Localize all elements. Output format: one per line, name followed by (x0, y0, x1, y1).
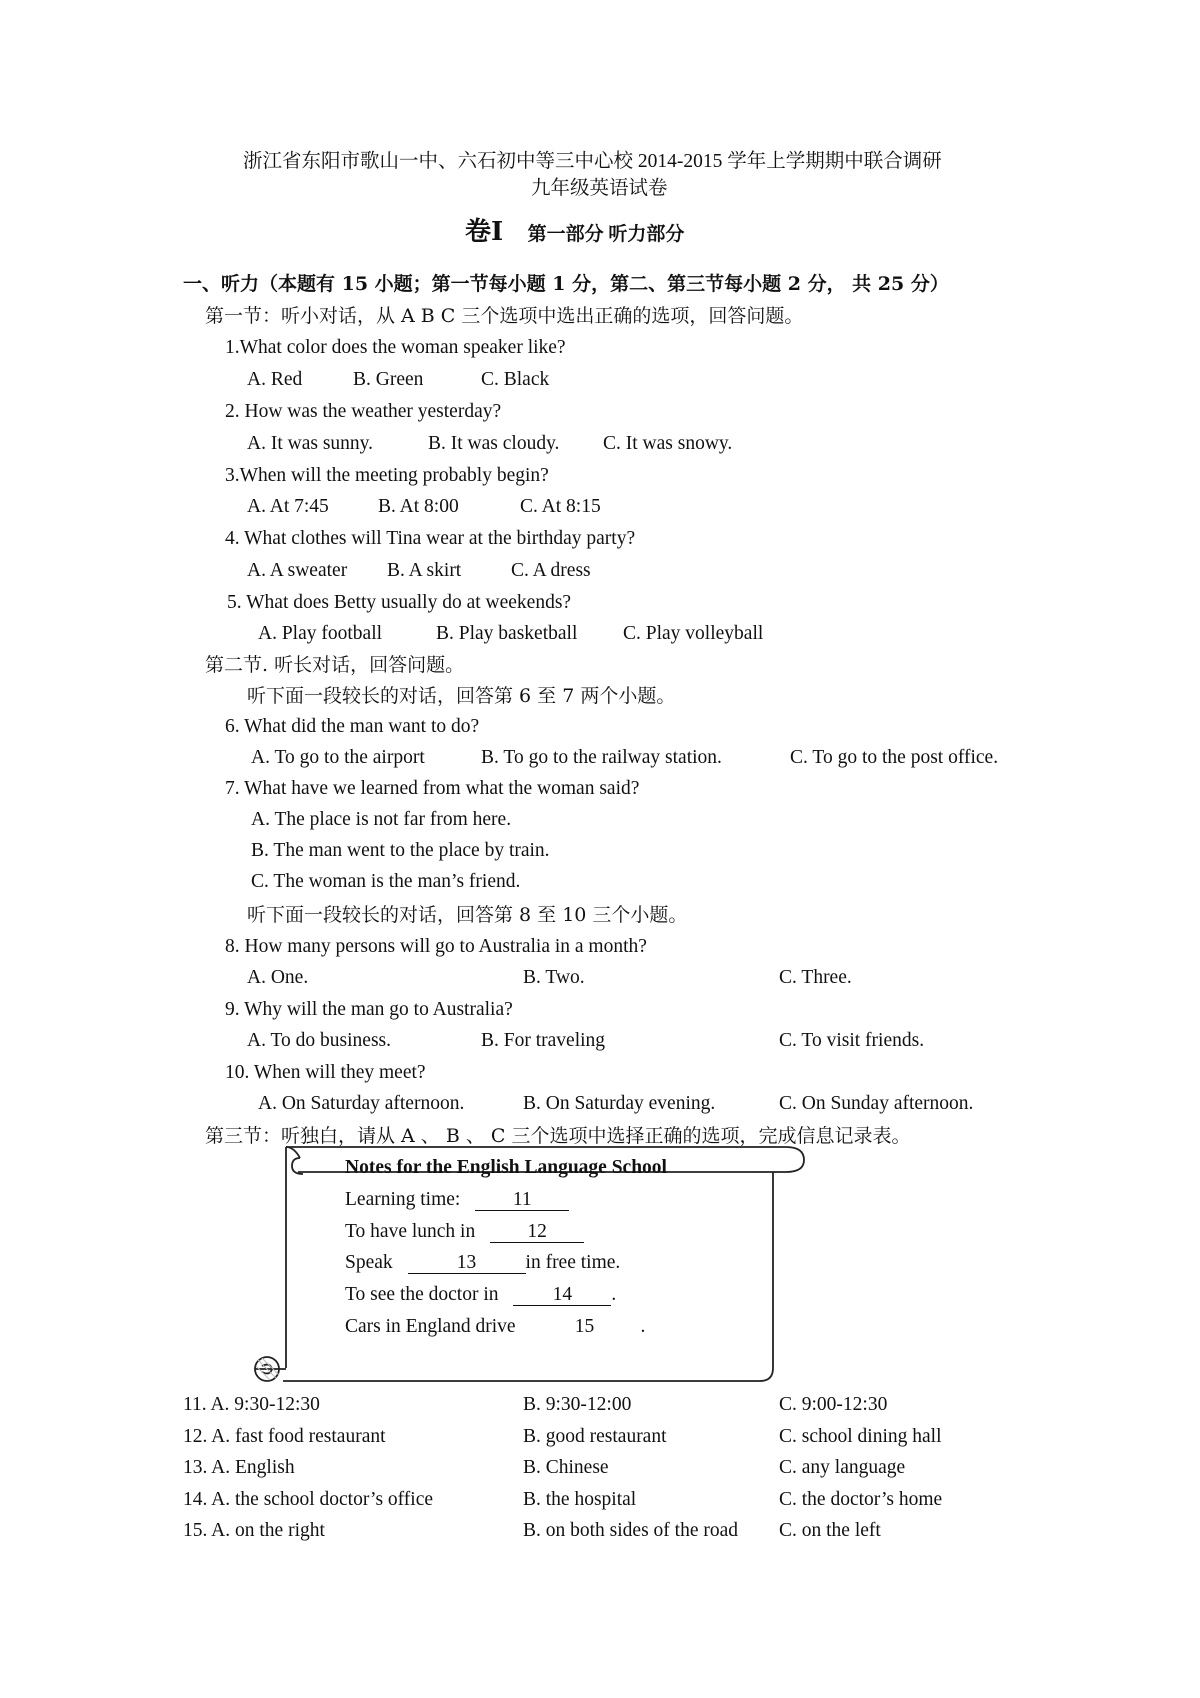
q5-option-b: B. Play basketball (436, 623, 578, 644)
volume-label: 卷Ⅰ (465, 217, 504, 246)
q15-option-a: 15. A. on the right (183, 1520, 325, 1541)
question-3: 3.When will the meeting probably begin? (225, 465, 549, 486)
q10-option-c: C. On Sunday afternoon. (779, 1093, 974, 1114)
q13-option-c: C. any language (779, 1457, 906, 1478)
q9-option-b: B. For traveling (481, 1030, 606, 1051)
part1-instruction: 第一节：听小对话，从 A B C 三个选项中选出正确的选项，回答问题。 (205, 305, 804, 327)
question-1: 1.What color does the woman speaker like? (225, 337, 566, 358)
q7-option-a: A. The place is not far from here. (251, 809, 512, 830)
q4-option-a: A. A sweater (247, 560, 348, 581)
q12-option-a: 12. A. fast food restaurant (183, 1426, 386, 1447)
doctor-label: To see the doctor in (345, 1284, 499, 1305)
q5-option-a: A. Play football (258, 623, 383, 644)
lunch-label: To have lunch in (345, 1221, 476, 1242)
q2-option-b: B. It was cloudy. (428, 433, 560, 454)
q15-option-b: B. on both sides of the road (523, 1520, 739, 1541)
q14-option-c: C. the doctor’s home (779, 1489, 943, 1510)
q9-option-a: A. To do business. (247, 1030, 391, 1051)
question-9: 9. Why will the man go to Australia? (225, 999, 513, 1020)
question-10: 10. When will they meet? (225, 1062, 426, 1083)
q2-option-a: A. It was sunny. (247, 433, 374, 454)
question-7: 7. What have we learned from what the woman said? (225, 778, 640, 799)
q3-option-b: B. At 8:00 (378, 496, 459, 517)
question-6: 6. What did the man want to do? (225, 716, 480, 737)
q9-option-c: C. To visit friends. (779, 1030, 925, 1051)
notes-speak (345, 1251, 620, 1275)
q8-option-c: C. Three. (779, 967, 852, 988)
question-4: 4. What clothes will Tina wear at the birthday party? (225, 528, 636, 549)
q14-option-a: 14. A. the school doctor’s office (183, 1489, 434, 1510)
notes-cars (345, 1315, 645, 1339)
notes-lunch (345, 1220, 584, 1244)
q12-option-c: C. school dining hall (779, 1426, 942, 1447)
q1-option-a: A. Red (247, 369, 303, 390)
q6-option-c: C. To go to the post office. (790, 747, 999, 768)
q4-option-c: C. A dress (511, 560, 591, 581)
q11-option-c: C. 9:00-12:30 (779, 1394, 888, 1415)
part-label: 第一部分 听力部分 (527, 224, 685, 245)
q13-option-b: B. Chinese (523, 1457, 609, 1478)
q8-option-b: B. Two. (523, 967, 585, 988)
question-8: 8. How many persons will go to Australia in a month? (225, 936, 647, 957)
q1-option-b: B. Green (353, 369, 424, 390)
q11-option-b: B. 9:30-12:00 (523, 1394, 632, 1415)
q11-option-a: 11. A. 9:30-12:30 (183, 1394, 320, 1415)
cars-suffix: . (640, 1316, 646, 1337)
cars-label: Cars in England drive (345, 1316, 516, 1337)
q4-option-b: B. A skirt (387, 560, 462, 581)
q10-option-a: A. On Saturday afternoon. (258, 1093, 465, 1114)
part2-sub-instruction-1: 听下面一段较长的对话，回答第 6 至 7 两个小题。 (247, 685, 676, 707)
notes-learning-time (345, 1188, 569, 1212)
question-2: 2. How was the weather yesterday? (225, 401, 502, 422)
q12-option-b: B. good restaurant (523, 1426, 667, 1447)
speak-suffix: in free time. (525, 1252, 621, 1273)
q8-option-a: A. One. (247, 967, 309, 988)
exam-subtitle: 九年级英语试卷 (531, 178, 668, 199)
q15-option-c: C. on the left (779, 1520, 881, 1541)
question-5: 5. What does Betty usually do at weekends? (227, 592, 572, 613)
part3-instruction: 第三节：听独白，请从 A 、 B 、 C 三个选项中选择正确的选项，完成信息记录表。 (205, 1125, 911, 1147)
listening-heading-text: 一、听力（本题有 15 小题；第一节每小题 1 分，第二、第三节每小题 2 分， 共 25 分） (183, 273, 949, 295)
q1-option-c: C. Black (481, 369, 550, 390)
q6-option-b: B. To go to the railway station. (481, 747, 722, 768)
notes-title: Notes for the English Language School (345, 1157, 667, 1178)
q3-option-c: C. At 8:15 (520, 496, 601, 517)
q7-option-c: C. The woman is the man’s friend. (251, 871, 521, 892)
blank-13: 13 (408, 1253, 526, 1274)
q5-option-c: C. Play volleyball (623, 623, 764, 644)
speak-label: Speak (345, 1252, 393, 1273)
q3-option-a: A. At 7:45 (247, 496, 329, 517)
blank-15: 15 (574, 1316, 595, 1337)
learning-time-label: Learning time: (345, 1189, 461, 1210)
q7-option-b: B. The man went to the place by train. (251, 840, 550, 861)
q13-option-a: 13. A. English (183, 1457, 295, 1478)
q2-option-c: C. It was snowy. (603, 433, 733, 454)
q10-option-b: B. On Saturday evening. (523, 1093, 716, 1114)
exam-title: 浙江省东阳市歌山一中、六石初中等三中心校 2014-2015 学年上学期期中联合调研 (243, 151, 942, 172)
blank-11: 11 (475, 1190, 569, 1211)
blank-14: 14 (513, 1285, 611, 1306)
part2-instruction: 第二节. 听长对话，回答问题。 (205, 654, 465, 676)
part2-sub-instruction-2: 听下面一段较长的对话，回答第 8 至 10 三个小题。 (247, 904, 688, 926)
q14-option-b: B. the hospital (523, 1489, 637, 1510)
notes-doctor (345, 1283, 616, 1307)
doctor-suffix: . (611, 1284, 617, 1305)
q6-option-a: A. To go to the airport (251, 747, 425, 768)
blank-12: 12 (490, 1222, 584, 1243)
